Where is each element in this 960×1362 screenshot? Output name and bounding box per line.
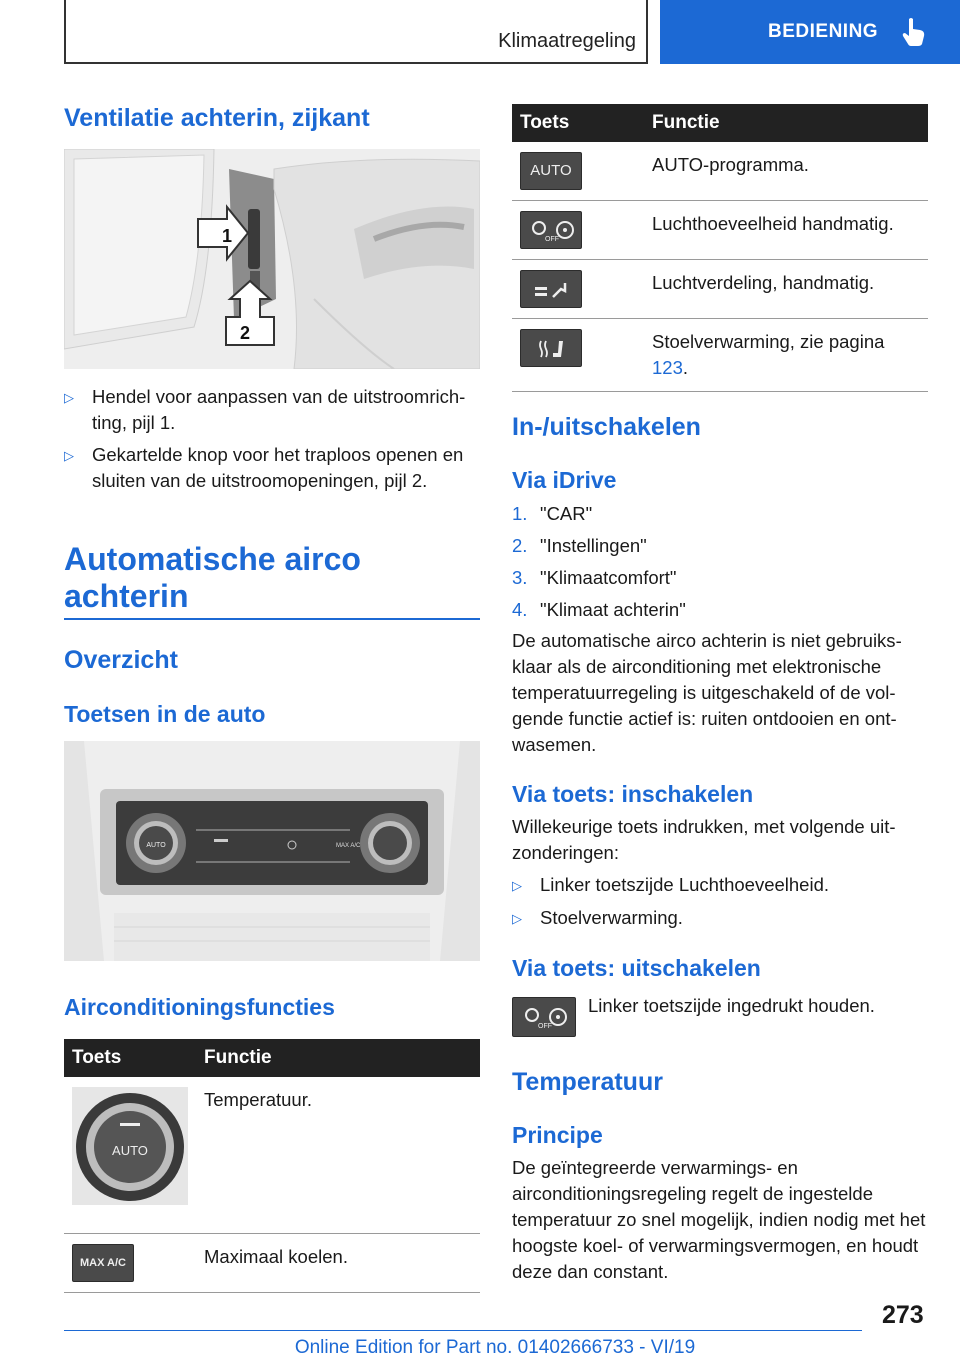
vent-bullet-list bbox=[64, 384, 480, 494]
function-cell: Luchtverdeling, handmatig. bbox=[644, 260, 928, 319]
function-cell: AUTO-programma. bbox=[644, 142, 928, 201]
column-header-key: Toets bbox=[64, 1039, 196, 1077]
functions-table-right bbox=[512, 104, 928, 392]
header-chapter-tab[interactable] bbox=[660, 0, 960, 64]
triangle-bullet-icon: ▷ bbox=[512, 911, 522, 926]
fan-off-key-icon bbox=[512, 997, 576, 1037]
list-item: 3. "Klimaatcomfort" bbox=[512, 567, 677, 588]
control-panel-image bbox=[64, 741, 480, 961]
panel-max-label: MAX A/C bbox=[336, 843, 361, 849]
column-header-key: Toets bbox=[512, 104, 644, 142]
list-item: ▷ Gekartelde knop voor het traploos openen en sluiten van de uitstroomopeningen, pijl 2. bbox=[64, 442, 480, 494]
arrow-label-2: 2 bbox=[240, 323, 251, 343]
overview-heading: Overzicht bbox=[64, 646, 178, 674]
page-number: 273 bbox=[882, 1301, 924, 1329]
arrow-label-1: 1 bbox=[222, 226, 233, 246]
vent-image bbox=[64, 149, 480, 369]
svg-text:AUTO: AUTO bbox=[112, 1143, 148, 1158]
table-row bbox=[512, 142, 928, 201]
temperature-dial-icon bbox=[72, 1087, 188, 1205]
idrive-text: De automatische airco achterin is niet gebruiksklaar als de airconditioning met elektronische temperatuurregeling is uitgeschakeld of de volgende functie actief is: ruiten ontdooien en ontwasemen. bbox=[512, 630, 902, 755]
table-row bbox=[512, 319, 928, 392]
column-header-function: Functie bbox=[196, 1039, 480, 1077]
footer-rule bbox=[64, 1330, 862, 1331]
table-row bbox=[64, 1077, 480, 1234]
buttons-heading: Toetsen in de auto bbox=[64, 701, 266, 727]
seat-heating-key-icon bbox=[520, 329, 582, 367]
function-cell: Stoelverwarming, zie pagina 123. bbox=[644, 319, 928, 392]
header-section-title: Klimaatregeling bbox=[498, 30, 636, 52]
auto-heading: Automatische airco achterin bbox=[64, 541, 361, 614]
list-item: ▷ Stoelverwarming. bbox=[512, 905, 928, 932]
table-header-row bbox=[64, 1039, 480, 1077]
auto-key-icon: AUTO bbox=[520, 152, 582, 190]
function-cell: Maximaal koelen. bbox=[196, 1234, 480, 1293]
fan-off-key-icon bbox=[520, 211, 582, 249]
pointing-hand-icon bbox=[900, 17, 926, 47]
on-heading: Via toets: inschakelen bbox=[512, 781, 754, 807]
vent-heading: Ventilatie achterin, zijkant bbox=[64, 104, 370, 132]
onoff-heading: In-/uitschakelen bbox=[512, 413, 701, 441]
function-cell: Temperatuur. bbox=[196, 1077, 480, 1234]
column-header-function: Functie bbox=[644, 104, 928, 142]
panel-auto-label: AUTO bbox=[146, 842, 166, 849]
air-distribution-key-icon bbox=[520, 270, 582, 308]
function-cell: Luchthoeveelheid handmatig. bbox=[644, 201, 928, 260]
list-item: ▷ Linker toetszijde Luchthoeveelheid. bbox=[512, 872, 928, 899]
idrive-heading: Via iDrive bbox=[512, 467, 617, 493]
list-item: ▷ Hendel voor aanpassen van de uitstroomrichting, pijl 1. bbox=[64, 384, 480, 436]
heading-rule bbox=[64, 618, 480, 620]
list-item: 1. "CAR" bbox=[512, 503, 593, 524]
list-item: 4. "Klimaat achterin" bbox=[512, 599, 686, 620]
triangle-bullet-icon: ▷ bbox=[64, 448, 74, 463]
off-text: Linker toetszijde ingedrukt houden. bbox=[588, 995, 875, 1016]
functions-heading: Airconditioningsfuncties bbox=[64, 994, 335, 1020]
principle-text: De geïntegreerde verwarmings- en airconditioningsregeling regelt de ingestelde temperatuur zo snel mogelijk, indien nodig met het hoogste koel- of verwarmingsvermogen, en houdt deze dan constant. bbox=[512, 1157, 926, 1282]
temperature-heading: Temperatuur bbox=[512, 1068, 663, 1096]
table-row bbox=[64, 1234, 480, 1293]
page-reference-link[interactable]: 123 bbox=[652, 357, 683, 378]
table-row bbox=[512, 201, 928, 260]
svg-text:OFF: OFF bbox=[538, 1023, 552, 1030]
max-ac-key-icon: MAX A/C bbox=[72, 1244, 134, 1282]
table-row bbox=[512, 260, 928, 319]
header-chapter-label: BEDIENING bbox=[768, 21, 879, 42]
triangle-bullet-icon: ▷ bbox=[64, 390, 74, 405]
principle-heading: Principe bbox=[512, 1122, 603, 1148]
off-heading: Via toets: uitschakelen bbox=[512, 955, 761, 981]
on-text: Willekeurige toets indrukken, met volgende uitzonderingen: bbox=[512, 816, 896, 863]
svg-text:OFF: OFF bbox=[545, 236, 559, 243]
list-item: 2. "Instellingen" bbox=[512, 535, 647, 556]
on-bullet-list bbox=[512, 872, 928, 932]
idrive-steps-list bbox=[512, 501, 928, 623]
table-header-row bbox=[512, 104, 928, 142]
functions-table-left bbox=[64, 1039, 480, 1293]
triangle-bullet-icon: ▷ bbox=[512, 878, 522, 893]
footer-edition: Online Edition for Part no. 01402666733 - VI/19 bbox=[294, 1337, 696, 1358]
